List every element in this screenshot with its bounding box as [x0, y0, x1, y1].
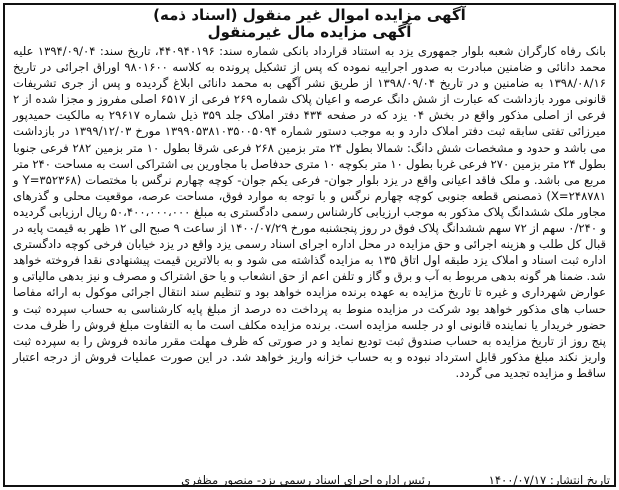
notice-body: بانک رفاه کارگران شعبه بلوار جمهوری یزد به استناد قرارداد بانکی شماره سند: ۴۴۰۹۴۰۱۹۶، تاریخ سند: ۱۳۹۴/۰۹/۰۴ علیه محمد دانائی و ضامنین مبادرت به صدور اجراییه نموده که پس از تشکیل پرونده به کلاسه ۹۸۰۱۶۰۰ اوراق اجرائی در تاریخ ۱۳۹۸/۰۸/۱۶ به ضامنین و در تاریخ ۱۳۹۸/۰۹/۰۴ از طریق نشر آگهی به محمد دانائی ابلاغ گردیده و پس از جری تشریفات قانونی مورد بازداشت که عبارت از شش دانگ عرصه و اعیان پلاک شماره ۲۶۹ فرعی از ۶۵۱۷ اصلی مفروز و مجزا شده از ۲ فرعی از اصلی مذکور واقع در بخش ۰۴ یزد که در صفحه ۴۳۴ دفتر املاک جلد ۳۵۹ ذیل شماره ۲۹۶۱۷ به مالکیت حمیدپور میرزائی تفتی سابقه ثبت دفتر املاک دارد و به موجب دستور شماره ۱۳۹۹۰۵۳۸۱۰۳۵۰۰۵۰۹۴ مورخ ۱۳۹۹/۱۲/۰۳ در بازداشت می باشد و حدود و مشخصات شش دانگ: شمالا بطول ۲۴ متر بزمین ۲۶۸ فرعی شرقا بطول ۱۰ متر بزمین ۲۸۲ فرعی جنوبا بطول ۲۴ متر بزمین ۲۷۰ فرعی غربا بطول ۱۰ متر بکوچه ۱۰ متری حدفاصل با مجاورین بی اشتراکی است به مساحت ۲۴۰ متر مربع می باشد. و ملک فاقد اعیانی واقع در یزد بلوار جوان- فرعی یکم جوان- کوچه چهارم نرگس با مختصات (۳۵۲۳۶۸=Y و ۲۴۸۷۸۱=X) ذمصنص قطعه جنوبی کوچه چهارم نرگس و با توجه به موارد فوق، مساحت عرصه، موقعیت محلی و گذرهای مجاور ملک ششدانگ پلاک مذکور به موجب ارزیابی کارشناس رسمی دادگستری به مبلغ ۵۰،۴۰۰،۰۰۰،۰۰۰ ریال ارزیابی گردیده و ۰/۲۴۰ سهم از ۷۲ سهم ششدانگ پلاک فوق در روز پنجشنبه مورخ ۱۴۰۰/۰۷/۲۹ از ساعت ۹ صبح الی ۱۲ ظهر به قیمت پایه در قبال کل طلب و هزینه اجرائی و حق مزایده در محل اداره اجرای اسناد رسمی یزد واقع در یزد خیابان فرخی کوچه دادگستری اداره ثبت اسناد و املاک یزد طبقه اول اتاق ۱۳۵ به مزایده گذاشته می شود و به بالاترین قیمت پیشنهادی نقدا فروخته خواهد شد. ضمنا هر گونه بدهی مربوط به آب و برق و گاز و تلفن اعم از حق انشعاب و یا حق اشتراک و مصرف و نیز بدهی مالیاتی و عوارض شهرداری و غیره تا تاریخ مزایده به عهده برنده مزایده خواهد بود و تنظیم سند انتقال اجرائی موکول به ارائه مفاصا حساب های مذکور خواهد بود شرکت در مزایده منوط به پرداخت ده درصد از مبلغ پایه کارشناسی به حساب سپرده ثبت و حضور خریدار یا نماینده قانونی او در جلسه مزایده است. برنده مزایده مکلف است ما به التفاوت مبلغ فروش را ظرف مدت پنج روز از تاریخ مزایده به حساب صندوق ثبت تودیع نماید و در صورتی که ظرف مهلت مقرر مانده فروش را به سپرده ثبت واریز نکند مبلغ مذکور قابل استرداد نبوده و به حساب خزانه واریز خواهد شد. در این صورت عملیات فروش از درجه اعتبار ساقط و مزایده تجدید می گردد.: [13, 44, 607, 380]
signature-line: رئیس اداره اجرای اسناد رسمی یزد- منصور مظفری: [181, 473, 431, 487]
publish-date: تاریخ انتشار: ۱۴۰۰/۰۷/۱۷: [488, 473, 610, 487]
notice-frame: [3, 3, 616, 487]
notice-title: آگهی مزایده اموال غیر منقول (اسناد ذمه): [153, 6, 466, 24]
notice-footer: [9, 473, 610, 488]
notice-subtitle: آگهی مزایده مال غیرمنقول: [207, 23, 412, 41]
